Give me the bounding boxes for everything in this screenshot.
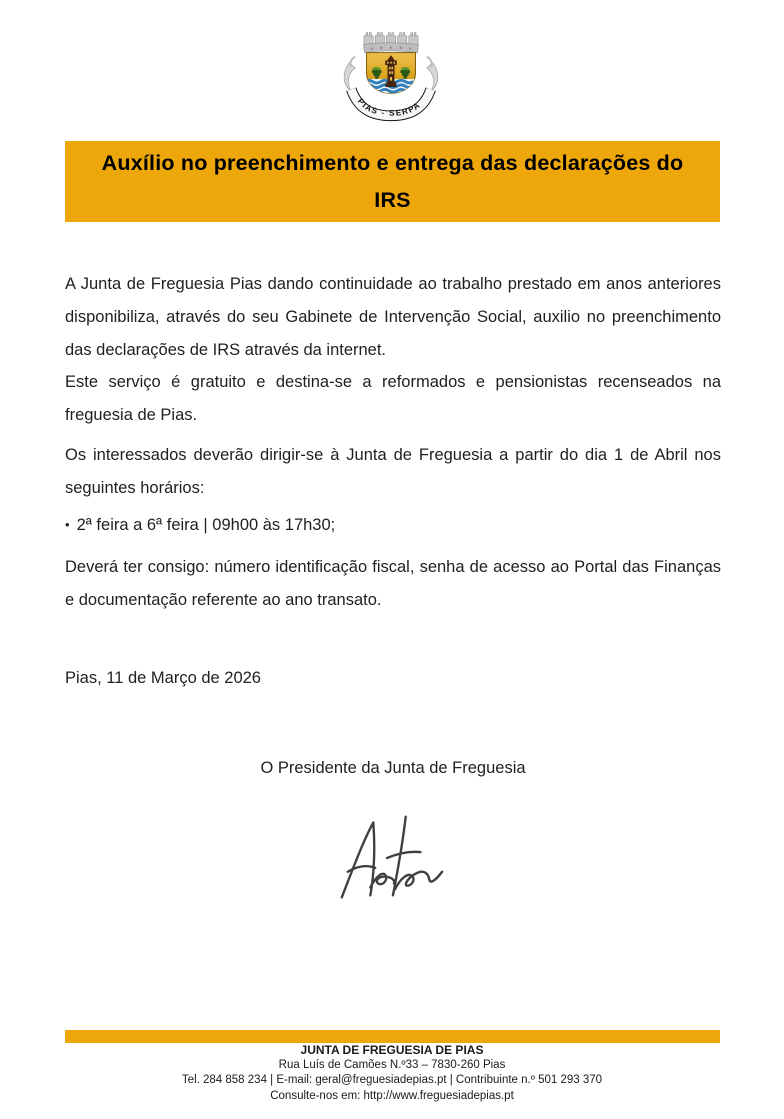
- schedule-bullet-text: 2ª feira a 6ª feira | 09h00 às 17h30;: [76, 516, 336, 534]
- paragraph-service: Este serviço é gratuito e destina-se a reformados e pensionistas recenseados na freguesia de Pias.: [65, 373, 721, 424]
- page-title-line-2: IRS: [374, 187, 411, 212]
- paragraph-schedule-intro: Os interessados deverão dirigir-se à Junta de Freguesia a partir do dia 1 de Abril nos seguintes horários:: [65, 446, 721, 497]
- paragraph-requirements: Deverá ter consigo: número identificação fiscal, senha de acesso ao Portal das Finanças e documentação referente ao ano transato.: [65, 558, 721, 609]
- footer-address: Rua Luís de Camões N.º33 – 7830-260 Pias: [278, 1059, 506, 1072]
- bullet-icon: •: [65, 517, 70, 532]
- footer-contacts: Tel. 284 858 234 | E-mail: geral@freguesiadepias.pt | Contribuinte n.º 501 293 370: [181, 1074, 603, 1087]
- handwritten-signature: [330, 812, 448, 904]
- page-title-line-1: Auxílio no preenchimento e entrega das declarações do: [101, 150, 684, 175]
- footer: [0, 1043, 784, 1104]
- title-banner: [65, 141, 720, 222]
- date-line: Pias, 11 de Março de 2026: [65, 669, 261, 687]
- crest-mural-crown: [363, 33, 418, 53]
- crest-ornament-right: [427, 63, 438, 92]
- municipal-crest-icon: [338, 28, 444, 122]
- signer-title: O Presidente da Junta de Freguesia: [260, 759, 526, 777]
- schedule-bullet-item: [65, 508, 721, 542]
- footer-org-name: JUNTA DE FREGUESIA DE PIAS: [300, 1043, 484, 1057]
- footer-website: Consulte-nos em: http://www.freguesiadepias.pt: [270, 1089, 514, 1102]
- paragraph-intro: A Junta de Freguesia Pias dando continuidade ao trabalho prestado em anos anteriores disponibiliza, através do seu Gabinete de Intervenção Social, auxilio no preenchimento das declarações de IRS através da internet.: [65, 275, 721, 359]
- footer-accent-bar: [65, 1030, 720, 1043]
- crest-ornament-left: [344, 63, 355, 92]
- crest-ribbon-text: PIAS - SERPA: [355, 96, 423, 118]
